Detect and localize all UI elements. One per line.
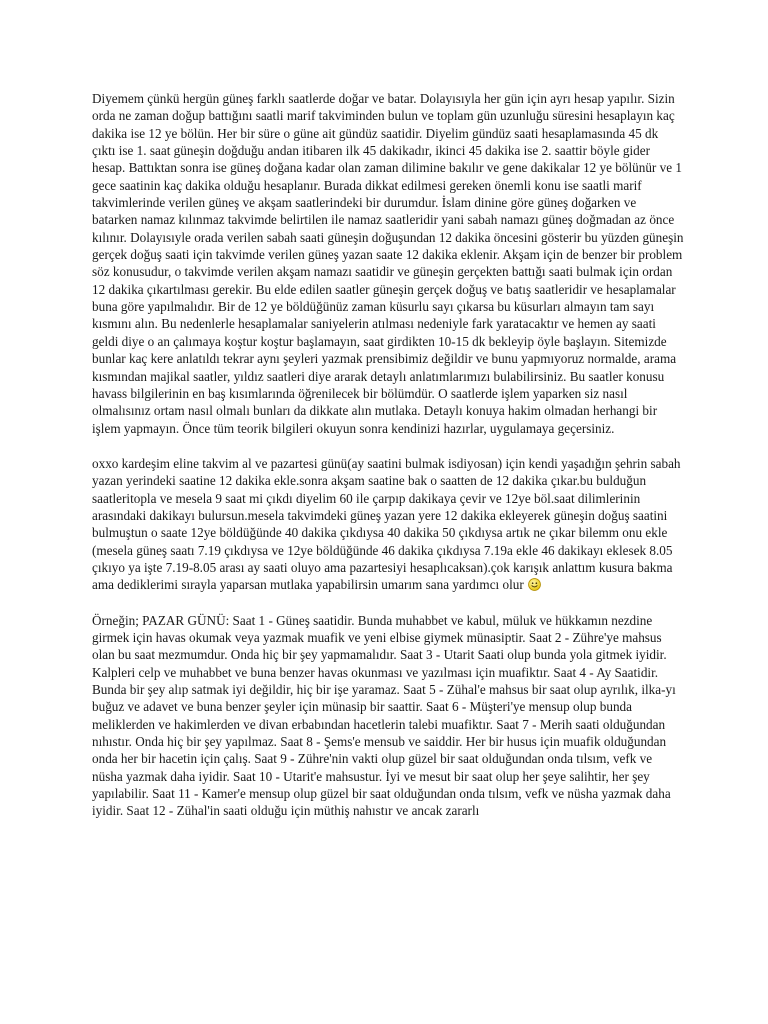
smiley-icon (528, 578, 541, 591)
paragraph-hours-calculation: Diyemem çünkü hergün güneş farklı saatlerde doğar ve batar. Dolayısıyla her gün için ayrı hesap yapılır. Sizin orda ne zaman doğup battığını saatli marif takviminden bulun ve toplam gün uzunluğu süresini hesaplayın kaç dakika ise 12 ye bölün. Her bir süre o güne ait gündüz saatidir. Diyelim gündüz saati hesaplamasında 45 dk çıktı ise 1. saat güneşin doğduğu andan itibaren ilk 45 dakikadır, ikinci 45 dakika ise 2. saattir böyle gider hesap. Battıktan sonra ise güneş doğana kadar olan zaman dilimine bakılır ve gene dakikalar 12 ye bölünür ve 1 gece saatinin kaç dakika olduğu hesaplanır. Burada dikkat edilmesi gereken önemli konu ise saatli marif takvimlerinde verilen güneş ve akşam saatlerindeki bir durumdur. İslam dinine göre güneş doğarken ve batarken namaz kılınmaz takvimde belirtilen ile namaz saatleridir yani sabah namazı güneş doğmadan az önce kılınır. Dolayısıyle orada verilen sabah saati güneşin doğuşundan 12 dakika öncesini gösterir bu yüzden güneşin gerçek doğuş saati için takvimde verilen güneş yazan saate 12 dakika eklenir. Akşam için de benzer bir problem söz konusudur, o takvimde verilen akşam namazı saatidir ve güneşin gerçekten battığı saati bulmak için ordan 12 dakika çıkartılması gerekir. Bu elde edilen saatler güneşin gerçek doğuş ve batış saatleridir ve hesaplamalar buna göre yapılmalıdır. Bir de 12 ye böldüğünüz zaman küsurlu sayı çıkarsa bu küsurları almayın tam sayı kısmını alın. Bu nedenlerle hesaplamalar saniyelerin atılması nedeniyle fark yaratacaktır ve hemen ay saati geldi diye o an çalımaya koştur koştur başlamayın, saat girdikten 10-15 dk bekleyip öyle başlayın. Sitemizde bunlar kaç kere anlatıldı tekrar aynı şeyleri yazmak prensibimiz değildir ve bunu yapmıyoruz normalde, arama kısmından majikal saatler, yıldız saatleri diye ararak detaylı anlatımlarımızı bulabilirsiniz. Bu saatler konusu havass bilgilerinin en baş kısımlarında öğrenilecek bir bölümdür. O saatlerde işlem yaparken siz nasıl olmalısınız ortam nasıl olmalı bunları da dikkate alın mutlaka. Detaylı konuya hakim olmadan herhangi bir işlem yapmayın. Önce tüm teorik bilgileri okuyun sonra kendinizi hazırlar, uygulamaya geçersiniz. (92, 91, 684, 436)
paragraph-reply-text: oxxo kardeşim eline takvim al ve pazartesi günü(ay saatini bulmak isdiyosan) için kendi yaşadığın şehrin sabah yazan yerindeki saatine 12 dakika ekle.sonra akşam saatine bak o saatten de 12 dakika çıkar.bu bulduğun saatleritopla ve mesela 9 saat mi çıkdı diyelim 60 ile çarpıp dakikaya çevir ve 12ye böl.saat dilimlerinin arasındaki dakikayı bulursun.mesela takvimdeki güneş yazan yere 12 dakika ekleyerek güneşin doğuş saatini bulmuştun o saate 12ye böldüğünde 40 dakika çıkdıysa 40 dakika 50 çıkdıysa artık ne çıkar bilemm onu ekle (mesela güneş saatı 7.19 çıkdıysa ve 12ye böldüğünde 46 dakika çıkdıysa 7.19a ekle 46 dakikayı eklesek 8.05 çıkıyo ya işte 7.19-8.05 arası ay saati oluyo ama pazartesiyi hesaplıcaksan).çok karışık anlattım kusura bakma ama dediklerimi sırayla yaparsan mutlaka yapabilirsin umarım sana yardımcı olur (92, 455, 681, 593)
paragraph-sunday-hours: Örneğin; PAZAR GÜNÜ: Saat 1 - Güneş saatidir. Bunda muhabbet ve kabul, müluk ve hükkamın nezdine girmek için havas okumak veya yazmak muafik ve yeni elbise giymek münasiptir. Saat 2 - Zühre'ye mahsus olan bu saat mezmumdur. Onda hiç bir şey yapmamalıdır. Saat 3 - Utarit Saati olup bunda yola gitmek iyidir. Kalpleri celp ve muhabbet ve buna benzer havas okunması ve yazılması için muafiktır. Saat 4 - Ay Saatidir. Bunda bir şey alıp satmak iyi değildir, hiç bir işe yaramaz. Saat 5 - Zühal'e mahsus bir saat olup ayrılık, ilka-yı buğuz ve adavet ve buna benzer şeyler için münasip bir saattir. Saat 6 - Müşteri'ye mensup olup bunda meliklerden ve hakimlerden ve divan erbabından hacetlerin talebi muafiktır. Saat 7 - Merih saati olduğundan nıhıstır. Onda hiç bir şey yapılmaz. Saat 8 - Şems'e mensub ve saiddir. Her bir husus için muafik olduğundan onda her bir hacetin için çalış. Saat 9 - Zühre'nin vakti olup güzel bir saat olduğundan onda tılsım, vefk ve nüsha yazmak daha iyidir. Saat 10 - Utarit'e mahsustur. İyi ve mesut bir saat olup her şeye salihtir, her şey yapılabilir. Saat 11 - Kamer'e mensup olup güzel bir saat olduğundan onda tılsım, vefk ve nüsha yazmak daha iyidir. Saat 12 - Zühal'in saati olduğu için müthiş nahıstır ve ancak zararlı (92, 612, 676, 819)
paragraph-reply (92, 455, 684, 594)
